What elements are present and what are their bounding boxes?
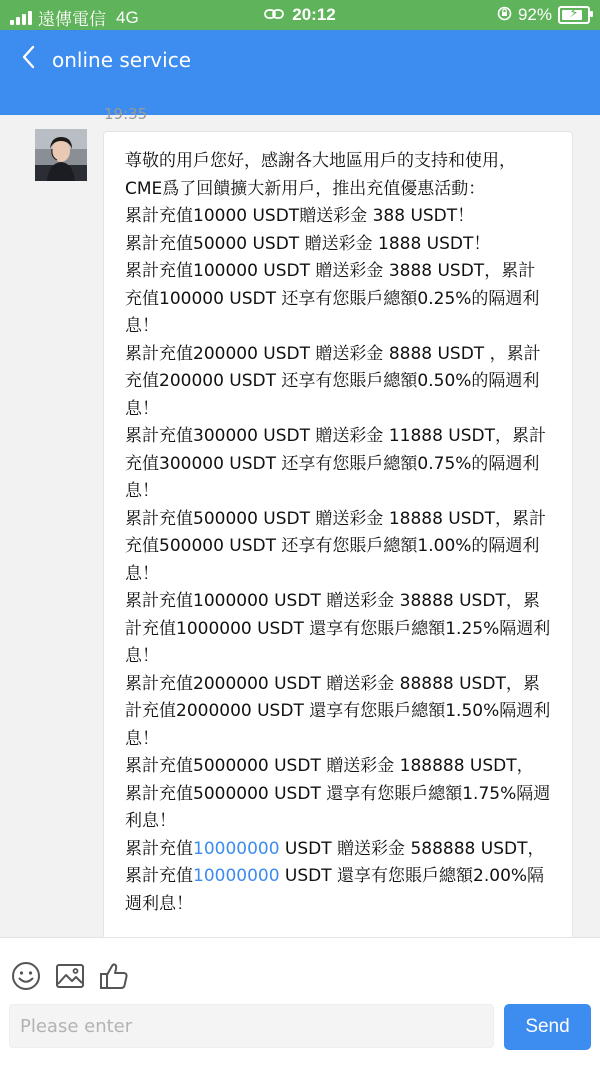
app-header xyxy=(0,30,600,115)
back-button[interactable] xyxy=(20,44,36,76)
message-line: 累計充值300000 USDT 贈送彩金 11888 USDT，累計充值300000 USDT 还享有您賬戶總額0.75%的隔週利息！ xyxy=(125,426,547,501)
message-text: USDT 贈送彩金 588888 USDT， 累計充值 xyxy=(125,838,545,886)
chevron-left-icon xyxy=(20,44,36,70)
message-line: 累計充值5000000 USDT 贈送彩金 188888 USDT， 累計充值5000000 USDT 還享有您賬戶總額1.75%隔週利息！ xyxy=(125,756,551,831)
like-button[interactable] xyxy=(98,960,130,992)
message-input[interactable] xyxy=(10,1005,493,1047)
phone-number-link[interactable]: 10000000 xyxy=(193,866,280,886)
message-line: 累計充值500000 USDT 贈送彩金 18888 USDT，累計充值500000 USDT 还享有您賬戶總額1.00%的隔週利息！ xyxy=(125,508,547,584)
chat-area[interactable] xyxy=(0,105,600,937)
message-text: 累計充值 xyxy=(125,838,193,859)
message-line: 累計充值1000000 USDT 贈送彩金 38888 USDT，累計充值1000000 USDT 還享有您賬戶總額1.25%隔週利息！ xyxy=(125,591,551,666)
page-title: online service xyxy=(52,48,192,72)
message-line: 累計充值50000 USDT 贈送彩金 1888 USDT！ xyxy=(125,233,491,254)
message-line: 累計充值200000 USDT 贈送彩金 8888 USDT ，累計充值200000 USDT 还享有您賬戶總額0.50%的隔週利息！ xyxy=(125,343,541,419)
phone-number-link[interactable]: 10000000 xyxy=(193,838,280,859)
image-icon xyxy=(54,960,86,992)
charging-bolt-icon: ⚡ xyxy=(569,5,579,20)
status-bar xyxy=(0,0,600,30)
emoji-button[interactable] xyxy=(10,960,42,992)
agent-avatar xyxy=(35,129,87,181)
carrier-name: 遠傳電信 xyxy=(38,10,106,29)
status-time: 20:12 xyxy=(292,5,336,24)
message-bubble xyxy=(103,131,573,1031)
message-line: 累計充值2000000 USDT 贈送彩金 88888 USDT，累計充值2000000 USDT 還享有您賬戶總額1.50%隔週利息！ xyxy=(125,673,551,749)
message-intro: 尊敬的用戶您好，感謝各大地區用戶的支持和使用，CME爲了回饋擴大新用戶，推出充值優惠活動： xyxy=(125,151,516,199)
image-button[interactable] xyxy=(54,960,86,992)
status-right xyxy=(497,5,590,25)
battery-percent: 92% xyxy=(517,5,552,24)
network-type: 4G xyxy=(116,7,139,27)
message-line: 累計充值10000 USDT贈送彩金 388 USDT！ xyxy=(125,206,475,226)
message-timestamp: 19:35 xyxy=(104,105,148,123)
send-button[interactable]: Send xyxy=(504,1004,591,1050)
rotation-lock-icon xyxy=(497,6,512,24)
smiley-icon xyxy=(10,960,42,992)
message-input-wrapper xyxy=(9,1004,494,1048)
link-icon xyxy=(264,5,284,25)
thumbs-up-icon xyxy=(98,960,130,992)
battery-icon xyxy=(558,6,590,24)
message-line: 累計充值100000 USDT 贈送彩金 3888 USDT，累計充值100000 USDT 还享有您賬戶總額0.25%的隔週利息！ xyxy=(125,261,540,336)
message-text: USDT 還享有您賬戶總額2.00%隔週利息！ xyxy=(125,866,545,914)
input-toolbar xyxy=(0,937,600,1068)
message-line-last xyxy=(125,836,552,919)
